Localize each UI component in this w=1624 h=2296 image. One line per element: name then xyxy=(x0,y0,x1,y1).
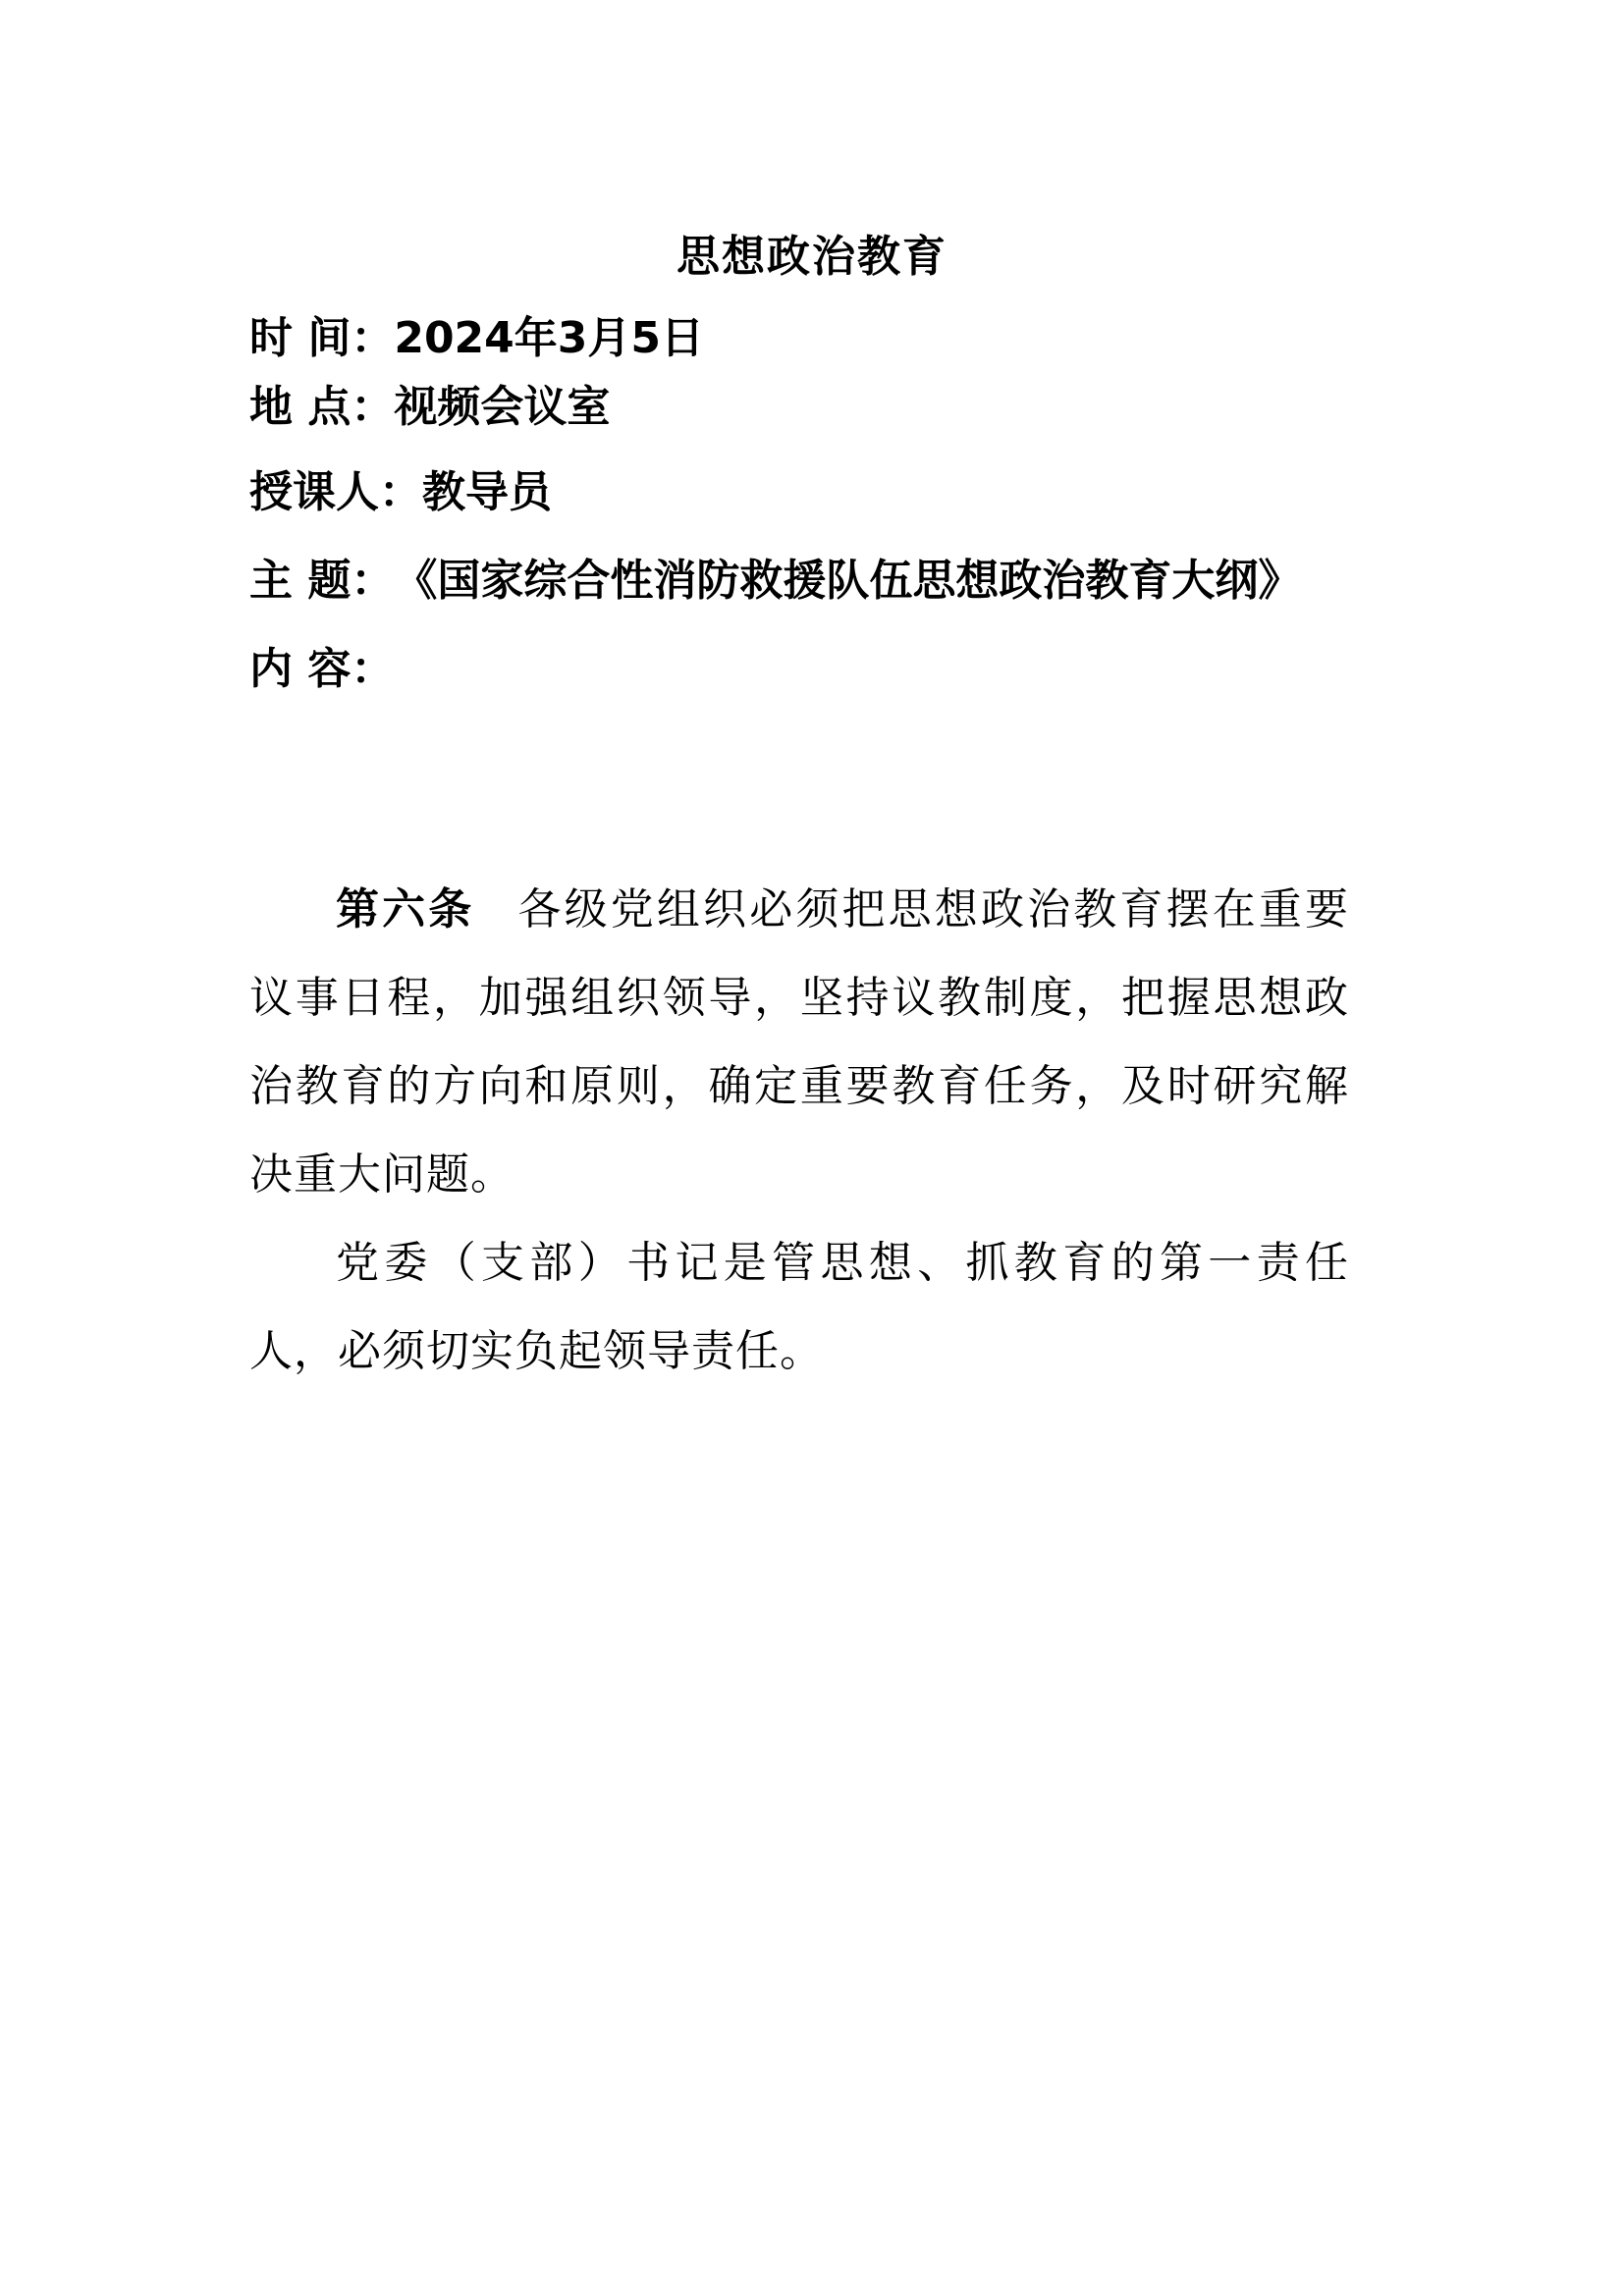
paragraph-article-6 xyxy=(249,866,1349,1219)
meta-topic xyxy=(249,552,1301,611)
document-title: 思想政治教育 xyxy=(677,232,947,282)
time-value: 2024年3月5日 xyxy=(394,313,705,363)
place-label: 地 点： xyxy=(249,382,395,432)
paragraph-text: 各级党组织必须把思想政治教育摆在重要议事日程，加强组织领导，坚持议教制度，把握思想政治教育的方向和原则，确定重要教育任务，及时研究解决重大问题。 xyxy=(249,884,1350,1200)
lecturer-value: 教导员 xyxy=(422,467,552,517)
document-body xyxy=(249,866,1349,1396)
content-label: 内 容： xyxy=(249,644,395,694)
place-value: 视频会议室 xyxy=(394,382,611,432)
meta-lecturer xyxy=(249,463,552,522)
paragraph-secretary xyxy=(249,1219,1349,1396)
lecturer-label: 授课人： xyxy=(249,467,422,517)
topic-label: 主 题： xyxy=(249,556,395,606)
topic-value: 《国家综合性消防救援队伍思想政治教育大纲》 xyxy=(394,556,1302,606)
meta-place xyxy=(249,378,610,437)
article-number: 第六条 xyxy=(336,884,475,934)
meta-content xyxy=(249,640,394,699)
time-label: 时 间： xyxy=(249,313,395,363)
paragraph-text: 党委（支部）书记是管思想、抓教育的第一责任人，必须切实负起领导责任。 xyxy=(249,1238,1349,1376)
meta-time xyxy=(249,309,704,368)
